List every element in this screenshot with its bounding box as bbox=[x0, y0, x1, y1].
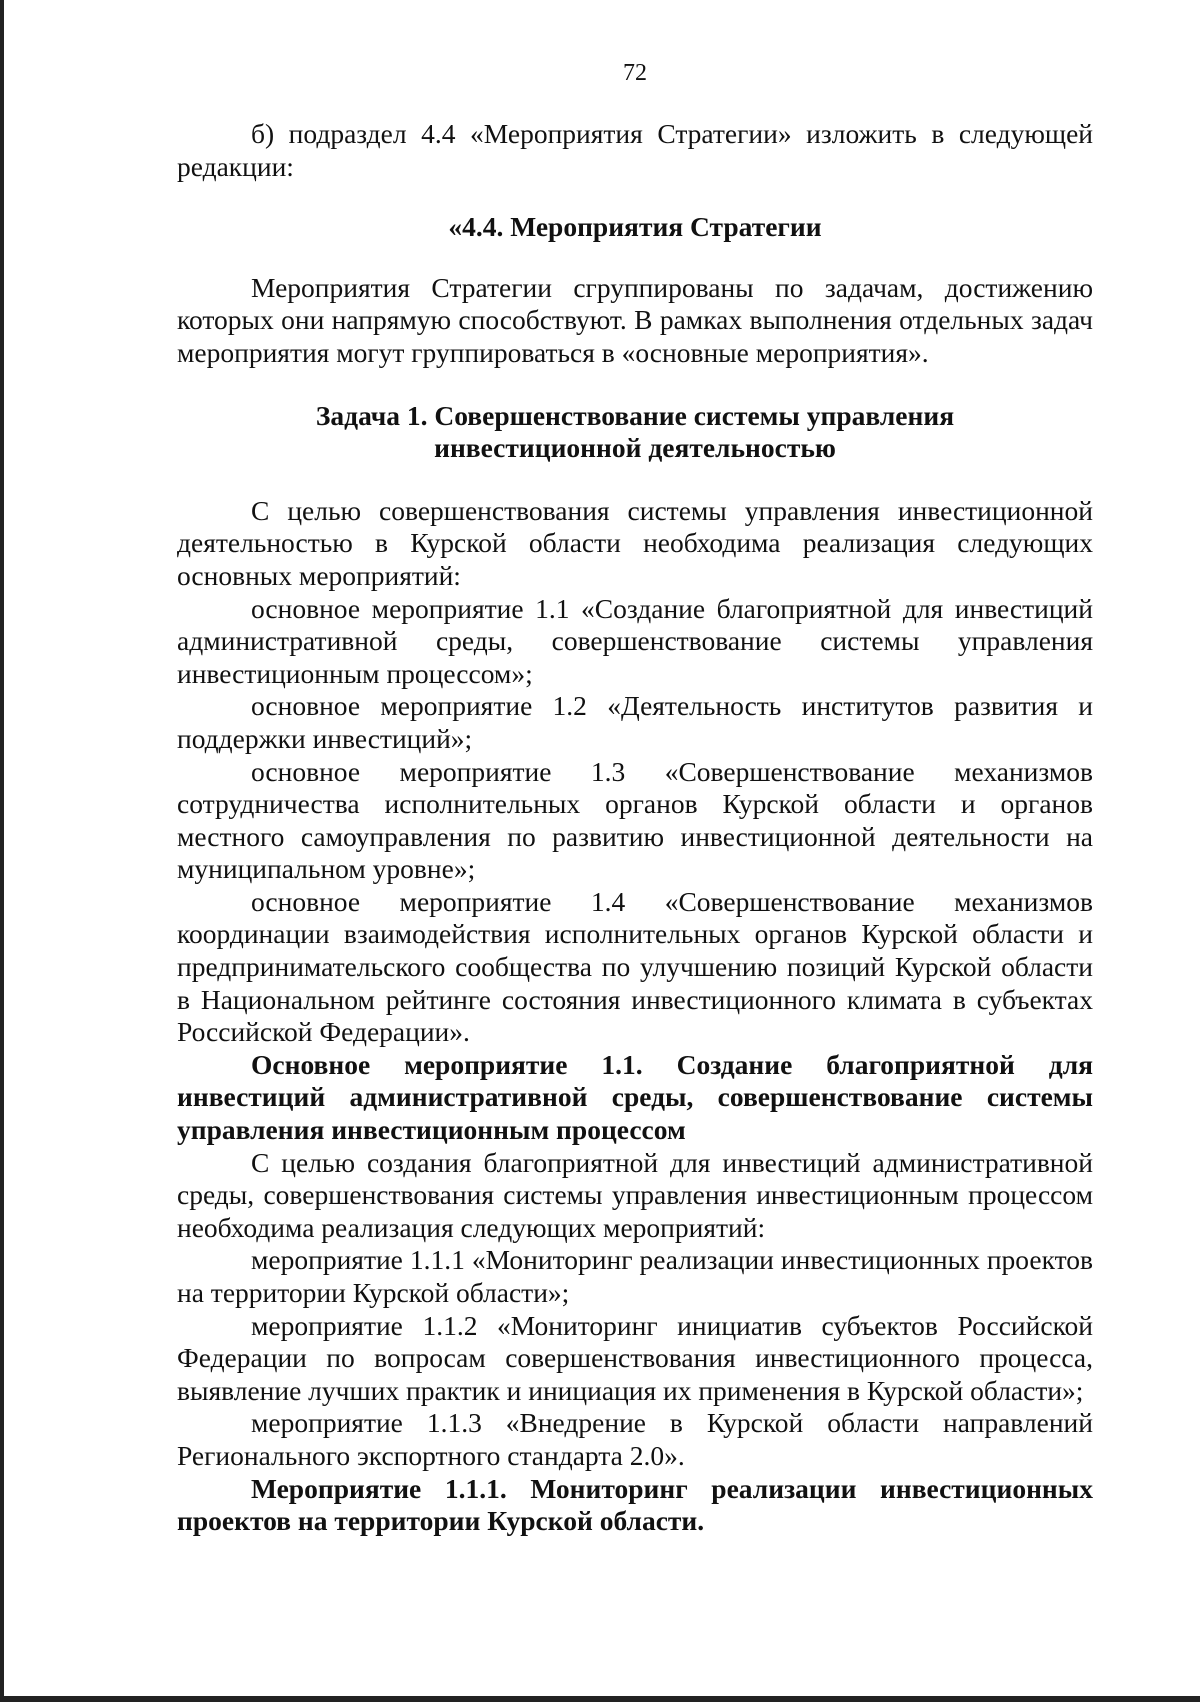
main-measure-1-4: основное мероприятие 1.4 «Совершенствование механизмов координации взаимодействия исполнительных органов Курской области и предпринимательского сообщества по улучшению позиций Курской области в Национальном рейтинге состояния инвестиционного климата в субъектах Российской Федерации». bbox=[177, 885, 1093, 1048]
intro-paragraph: б) подраздел 4.4 «Мероприятия Стратегии» изложить в следующей редакции: bbox=[177, 118, 1093, 182]
scan-edge-bottom bbox=[0, 1696, 1200, 1702]
measure-1-1-heading: Основное мероприятие 1.1. Создание благоприятной для инвестиций административной среды, совершенствование системы управления инвестиционным процессом bbox=[177, 1048, 1093, 1146]
page-number: 72 bbox=[623, 60, 647, 86]
measure-1-1-1-heading: Мероприятие 1.1.1. Мониторинг реализации инвестиционных проектов на территории Курской области. bbox=[177, 1472, 1093, 1537]
section-title: «4.4. Мероприятия Стратегии bbox=[448, 211, 822, 243]
document-body bbox=[177, 118, 1093, 1538]
main-measure-1-3: основное мероприятие 1.3 «Совершенствование механизмов сотрудничества исполнительных органов Курской области и органов местного самоуправления по развитию инвестиционной деятельности на муниципальном уровне»; bbox=[177, 755, 1093, 885]
section-intro-paragraph: Мероприятия Стратегии сгруппированы по задачам, достижению которых они напрямую способствуют. В рамках выполнения отдельных задач мероприятия могут группироваться в «основные мероприятия». bbox=[177, 271, 1093, 368]
main-measure-1-2: основное мероприятие 1.2 «Деятельность институтов развития и поддержки инвестиций»; bbox=[177, 690, 1093, 754]
sub-measure-1-1-1: мероприятие 1.1.1 «Мониторинг реализации инвестиционных проектов на территории Курской области»; bbox=[177, 1244, 1093, 1308]
main-measure-1-1: основное мероприятие 1.1 «Создание благоприятной для инвестиций административной среды, совершенствование системы управления инвестиционным процессом»; bbox=[177, 592, 1093, 689]
measure-1-1-intro: С целью создания благоприятной для инвестиций административной среды, совершенствования системы управления инвестиционным процессом необходима реализация следующих мероприятий: bbox=[177, 1146, 1093, 1243]
task-intro-paragraph: С целью совершенствования системы управления инвестиционной деятельностью в Курской области необходима реализация следующих основных мероприятий: bbox=[177, 494, 1093, 591]
sub-measure-1-1-2: мероприятие 1.1.2 «Мониторинг инициатив субъектов Российской Федерации по вопросам совершенствования инвестиционного процесса, выявление лучших практик и инициация их применения в Курской области»; bbox=[177, 1309, 1093, 1406]
task-title-line-1: Задача 1. Совершенствование системы управления bbox=[315, 399, 955, 431]
scan-edge-left bbox=[0, 0, 4, 1702]
task-title-line-2: инвестиционной деятельностью bbox=[434, 432, 836, 464]
sub-measure-1-1-3: мероприятие 1.1.3 «Внедрение в Курской области направлений Регионального экспортного стандарта 2.0». bbox=[177, 1407, 1093, 1471]
